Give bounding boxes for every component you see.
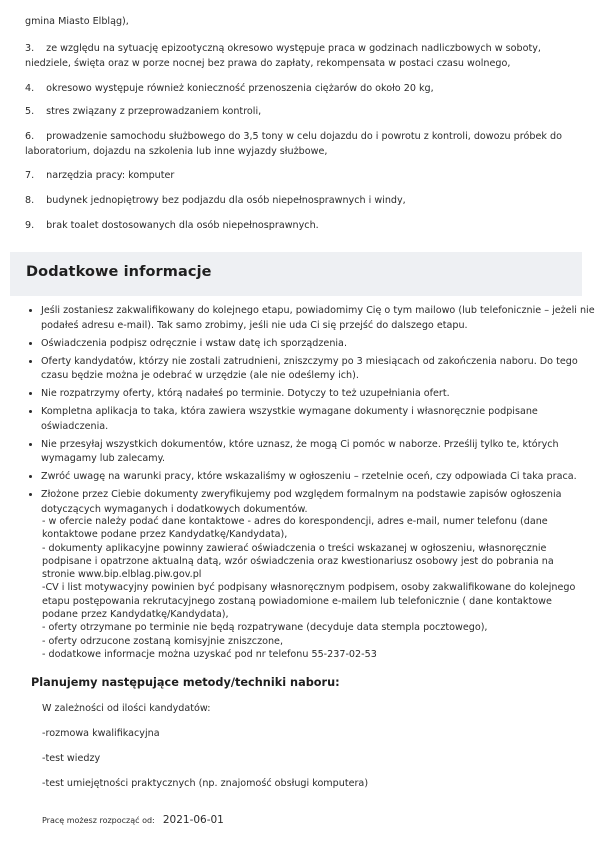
start-date-row — [42, 808, 224, 827]
section-title: Dodatkowe informacje — [26, 264, 212, 280]
additional-details — [42, 515, 587, 661]
detail-line: - oferty otrzymane po terminie nie będą rozpatrywane (decyduje data stempla pocztowego), — [42, 622, 488, 634]
condition-item — [25, 129, 580, 159]
start-date-value: 2021-06-01 — [162, 814, 224, 826]
condition-text: prowadzenie samochodu służbowego do 3,5 tony w celu dojazdu do i powrotu z kontroli, dowozu próbek do laboratorium, dojazdu na szkolenia lub inne wyjazdy służbowe, — [25, 131, 562, 157]
detail-line: - dokumenty aplikacyjne powinny zawierać oświadczenia o treści wskazanej w ogłoszeniu, własnoręcznie podpisane i opatrzone aktualną datą, wzór oświadczenia oraz kwestionariusz osobowy jest do pobrania na stronie www.bip.elblag.piw.gov.pl — [42, 542, 554, 581]
detail-line: - dodatkowe informacje można uzyskać pod nr telefonu 55-237-02-53 — [42, 648, 377, 660]
detail-line: - w ofercie należy podać dane kontaktowe - adres do korespondencji, adres e-mail, numer telefonu (dane kontaktowe podane przez Kandydatkę/Kandydata), — [42, 516, 548, 541]
method-item: -rozmowa kwalifikacyjna — [42, 728, 160, 739]
condition-text: gmina Miasto Elbląg), — [25, 16, 129, 27]
condition-number: 3. — [25, 43, 35, 54]
methods-title: Planujemy następujące metody/techniki naboru: — [31, 676, 340, 689]
detail-line: - oferty odrzucone zostaną komisyjnie zniszczone, — [42, 635, 284, 647]
condition-number: 7. — [25, 170, 35, 181]
condition-number: 4. — [25, 83, 35, 94]
condition-number: 6. — [25, 131, 35, 142]
condition-text: ze względu na sytuację epizootyczną okresowo występuje praca w godzinach nadliczbowych w soboty, niedziele, święta oraz w porze nocnej bez prawa do zapłaty, rekompensata w postaci czasu wolnego, — [25, 43, 541, 69]
condition-item — [25, 193, 580, 208]
condition-text: stres związany z przeprowadzaniem kontroli, — [46, 106, 262, 117]
condition-number: 8. — [25, 195, 35, 206]
method-item: W zależności od ilości kandydatów: — [42, 703, 211, 714]
method-item: -test umiejętności praktycznych (np. znajomość obsługi komputera) — [42, 778, 369, 789]
condition-item — [25, 218, 580, 233]
condition-item — [25, 81, 580, 96]
condition-item — [25, 41, 580, 71]
detail-line: -CV i list motywacyjny powinien być podpisany własnoręcznym podpisem, osoby zakwalifikowane do kolejnego etapu postępowania rekrutacyjnego zostaną powiadomione e-mailem lub telefonicznie ( dane kontaktowe podane przez Kandydatkę/Kandydata), — [42, 582, 576, 621]
condition-item — [25, 168, 580, 183]
start-date-label: Pracę możesz rozpocząć od: — [42, 816, 155, 825]
condition-text: budynek jednopiętrowy bez podjazdu dla osób niepełnosprawnych i windy, — [46, 195, 406, 206]
additional-info-header — [10, 252, 582, 296]
method-item: -test wiedzy — [42, 753, 101, 764]
list-item: • Złożone przez Ciebie dokumenty zweryfikujemy pod względem formalnym na podstawie zapisów ogłoszenia dotyczących wymaganych i dodatkowych dokumentów. — [41, 488, 597, 517]
condition-text: okresowo występuje również konieczność przenoszenia ciężarów do około 20 kg, — [46, 83, 434, 94]
condition-item — [25, 14, 580, 29]
list-item: • Oferty kandydatów, którzy nie zostali zatrudnieni, zniszczymy po 3 miesiącach od zakończenia naboru. Do tego czasu będzie można je odebrać w urzędzie (ale nie odeślemy ich). — [41, 355, 597, 384]
list-item: • Kompletna aplikacja to taka, która zawiera wszystkie wymagane dokumenty i własnoręcznie podpisane oświadczenia. — [41, 405, 597, 434]
condition-text: narzędzia pracy: komputer — [46, 170, 175, 181]
condition-number: 5. — [25, 106, 35, 117]
condition-number: 9. — [25, 220, 35, 231]
list-item: • Jeśli zostaniesz zakwalifikowany do kolejnego etapu, powiadomimy Cię o tym mailowo (lub telefonicznie – jeżeli nie podałeś adresu e-mail). Tak samo zrobimy, jeśli nie uda Ci się przejść do dalszego etapu. — [41, 304, 597, 333]
list-item: • Nie rozpatrzymy oferty, którą nadałeś po terminie. Dotyczy to też uzupełniania ofert. — [41, 387, 597, 402]
info-bullet-list — [29, 304, 597, 521]
condition-item — [25, 104, 580, 119]
list-item: • Zwróć uwagę na warunki pracy, które wskazaliśmy w ogłoszeniu – rzetelnie oceń, czy odpowiada Ci taka praca. — [41, 470, 597, 485]
condition-text: brak toalet dostosowanych dla osób niepełnosprawnych. — [46, 220, 319, 231]
list-item: • Oświadczenia podpisz odręcznie i wstaw datę ich sporządzenia. — [41, 337, 597, 352]
list-item: • Nie przesyłaj wszystkich dokumentów, które uznasz, że mogą Ci pomóc w naborze. Prześlij tylko te, których wymagamy lub zalecamy. — [41, 438, 597, 467]
